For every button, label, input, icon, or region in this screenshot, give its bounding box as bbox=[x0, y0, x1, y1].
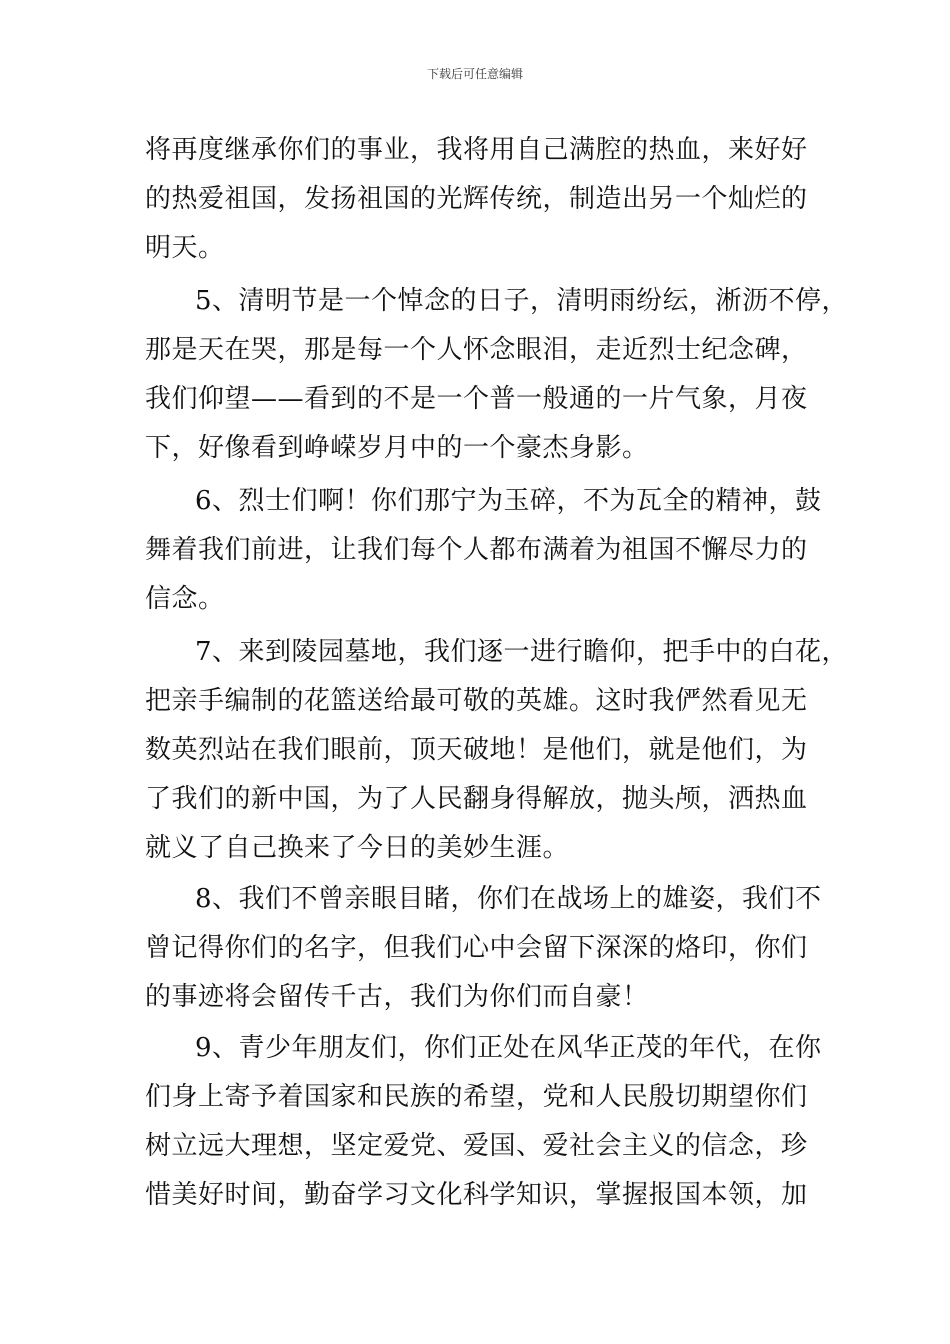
paragraph-start-line: 5、清明节是一个悼念的日子，清明雨纷纭，淅沥不停， bbox=[195, 286, 849, 316]
paragraph-start-line: 6、烈士们啊！你们那宁为玉碎，不为瓦全的精神，鼓 bbox=[195, 486, 822, 516]
text-line: 们身上寄予着国家和民族的希望，党和人民殷切期望你们 bbox=[145, 1082, 808, 1112]
text-line: 惜美好时间，勤奋学习文化科学知识，掌握报国本领，加 bbox=[145, 1180, 808, 1210]
text-line: 了我们的新中国，为了人民翻身得解放，抛头颅，洒热血 bbox=[145, 784, 808, 814]
text-line: 树立远大理想，坚定爱党、爱国、爱社会主义的信念，珍 bbox=[145, 1131, 808, 1161]
paragraph-start-line: 7、来到陵园墓地，我们逐一进行瞻仰，把手中的白花， bbox=[195, 637, 849, 667]
text-line: 下，好像看到峥嵘岁月中的一个豪杰身影。 bbox=[145, 433, 649, 463]
text-line: 就义了自己换来了今日的美妙生涯。 bbox=[145, 833, 570, 863]
paragraph-start-line: 9、青少年朋友们，你们正处在风华正茂的年代，在你 bbox=[195, 1033, 822, 1063]
text-line: 数英烈站在我们眼前，顶天破地！是他们，就是他们，为 bbox=[145, 735, 808, 765]
text-line: 我们仰望——看到的不是一个普一般通的一片气象，月夜 bbox=[145, 384, 808, 414]
paragraph-start-line: 8、我们不曾亲眼目睹，你们在战场上的雄姿，我们不 bbox=[195, 884, 822, 914]
text-line: 曾记得你们的名字，但我们心中会留下深深的烙印，你们 bbox=[145, 933, 808, 963]
text-line: 那是天在哭，那是每一个人怀念眼泪，走近烈士纪念碑， bbox=[145, 335, 808, 365]
text-line: 的事迹将会留传千古，我们为你们而自豪！ bbox=[145, 982, 649, 1012]
text-line: 舞着我们前进，让我们每个人都布满着为祖国不懈尽力的 bbox=[145, 535, 808, 565]
text-line: 将再度继承你们的事业，我将用自己满腔的热血，来好好 bbox=[145, 135, 808, 165]
text-line: 明天。 bbox=[145, 233, 225, 263]
text-line: 信念。 bbox=[145, 584, 225, 614]
text-line: 把亲手编制的花篮送给最可敬的英雄。这时我俨然看见无 bbox=[145, 686, 808, 716]
text-line: 的热爱祖国，发扬祖国的光辉传统，制造出另一个灿烂的 bbox=[145, 184, 808, 214]
page-header: 下载后可任意编辑 bbox=[426, 67, 523, 81]
